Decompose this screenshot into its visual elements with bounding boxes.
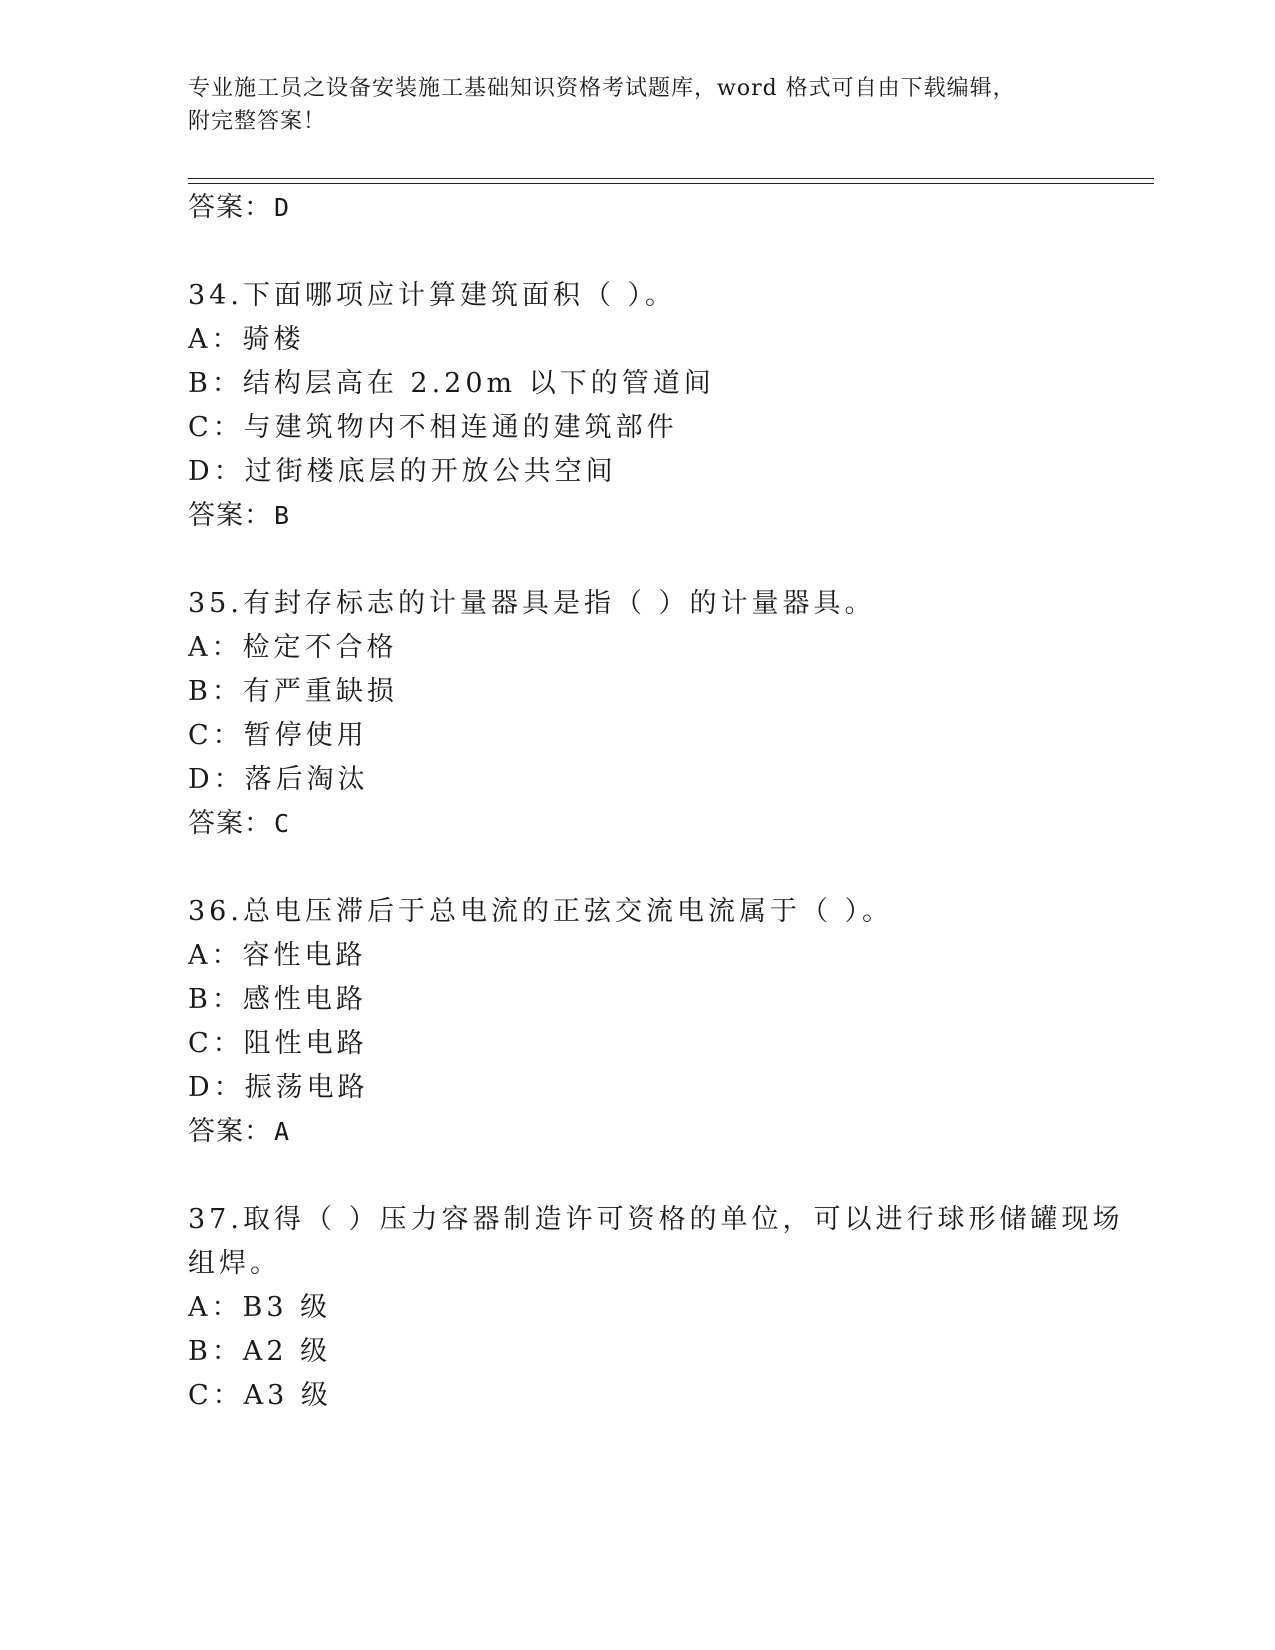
- answer-value: B: [274, 501, 291, 530]
- question-34-option-b: B：结构层高在 2.20m 以下的管道间: [188, 368, 715, 399]
- answer-value: D: [274, 193, 291, 222]
- question-36-answer: [188, 1114, 290, 1150]
- document-header: [188, 72, 1078, 138]
- question-35-option-d: D：落后淘汰: [188, 764, 369, 795]
- header-line-2: 附完整答案！: [188, 109, 327, 134]
- question-37-stem-line-1: 37.取得（ ）压力容器制造许可资格的单位，可以进行球形储罐现场: [188, 1204, 1124, 1235]
- question-36-option-b: B：感性电路: [188, 984, 367, 1015]
- header-line-1: 专业施工员之设备安装施工基础知识资格考试题库，word 格式可自由下载编辑，: [188, 76, 1016, 101]
- answer-value: C: [274, 809, 291, 838]
- question-34-option-d: D：过街楼底层的开放公共空间: [188, 456, 617, 487]
- answer-label: 答案：: [188, 500, 272, 531]
- question-37-stem-line-2: 组焊。: [188, 1248, 281, 1279]
- question-37-option-c: C：A3 级: [188, 1380, 332, 1411]
- header-divider-bottom: [188, 183, 1154, 184]
- question-36-option-c: C：阻性电路: [188, 1028, 368, 1059]
- answer-label: 答案：: [188, 808, 272, 839]
- question-34-stem: 34.下面哪项应计算建筑面积（ ）。: [188, 280, 677, 311]
- question-35-stem: 35.有封存标志的计量器具是指（ ）的计量器具。: [188, 588, 876, 619]
- question-35-option-a: A：检定不合格: [188, 632, 398, 663]
- question-34-answer: [188, 498, 290, 534]
- question-37-option-b: B：A2 级: [188, 1336, 332, 1367]
- answer-label: 答案：: [188, 192, 272, 223]
- question-36-option-d: D：振荡电路: [188, 1072, 369, 1103]
- question-34-option-a: A：骑楼: [188, 324, 305, 355]
- prev-answer: [188, 190, 290, 226]
- answer-value: A: [274, 1117, 291, 1146]
- question-37-option-a: A：B3 级: [188, 1292, 332, 1323]
- answer-label: 答案：: [188, 1116, 272, 1147]
- question-35-option-c: C：暂停使用: [188, 720, 368, 751]
- question-34-option-c: C：与建筑物内不相连通的建筑部件: [188, 412, 678, 443]
- question-36-stem: 36.总电压滞后于总电流的正弦交流电流属于（ ）。: [188, 896, 894, 927]
- question-35-option-b: B：有严重缺损: [188, 676, 398, 707]
- question-35-answer: [188, 806, 290, 842]
- header-divider-top: [188, 178, 1154, 179]
- question-36-option-a: A：容性电路: [188, 940, 367, 971]
